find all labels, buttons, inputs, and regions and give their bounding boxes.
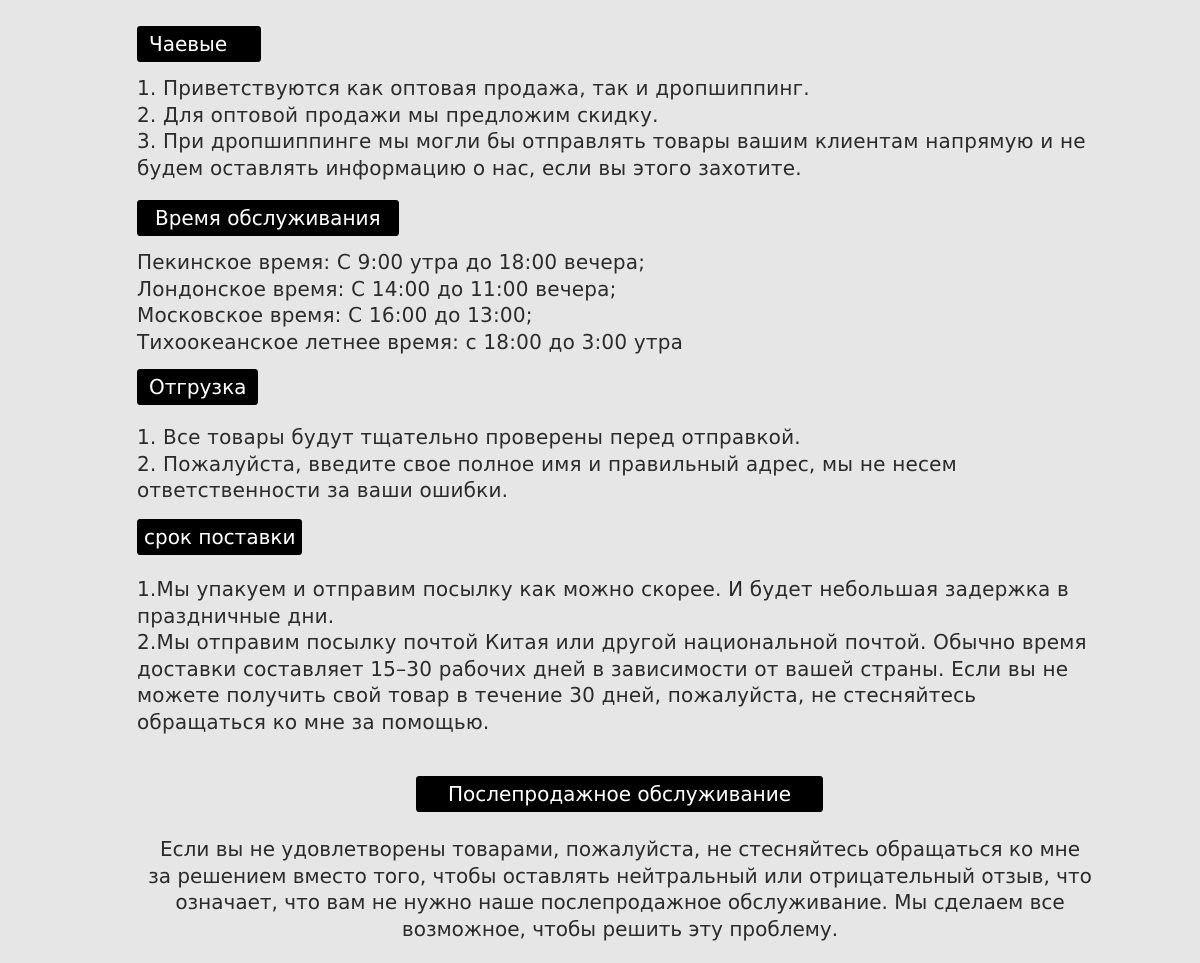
after-sales-line: Если вы не удовлетворены товарами, пожалуйста, не стесняйтесь обращаться ко мне <box>159 837 1081 861</box>
after-sales-line: за решением вместо того, чтобы оставлять нейтральный или отрицательный отзыв, что <box>148 863 1092 888</box>
shipping-line: 2. Пожалуйста, введите свое полное имя и правильный адрес, мы не несем <box>137 451 957 476</box>
delivery-text <box>137 576 1087 735</box>
service-time-line: Пекинское время: С 9:00 утра до 18:00 вечера; <box>137 250 646 274</box>
service-time-line: Лондонское время: С 14:00 до 11:00 вечера; <box>137 276 617 301</box>
shipping-line: 1. Все товары будут тщательно проверены перед отправкой. <box>137 425 801 449</box>
after-sales-line: означает, что вам не нужно наше послепродажное обслуживание. Мы сделаем все <box>175 890 1065 914</box>
after-sales-heading: Послепродажное обслуживание <box>416 776 823 812</box>
after-sales-line: возможное, чтобы решить эту проблему. <box>401 916 839 941</box>
tips-heading: Чаевые <box>137 26 261 62</box>
delivery-line: 2.Мы отправим посылку почтой Китая или другой национальной почтой. Обычно время <box>137 630 1087 654</box>
tips-line: 2. Для оптовой продажи мы предложим скидку. <box>137 102 659 127</box>
shipping-line: ответственности за ваши ошибки. <box>137 478 509 502</box>
delivery-line: праздничные дни. <box>137 603 335 628</box>
delivery-line: доставки составляет 15–30 рабочих дней в зависимости от вашей страны. Если вы не <box>137 656 1069 681</box>
shipping-text <box>137 424 957 504</box>
delivery-line: 1.Мы упакуем и отправим посылку как можно скорее. И будет небольшая задержка в <box>137 577 1070 601</box>
service-time-line: Тихоокеанское летнее время: с 18:00 до 3:00 утра <box>137 329 684 354</box>
tips-text <box>137 75 1086 181</box>
tips-line: 3. При дропшиппинге мы могли бы отправлять товары вашим клиентам напрямую и не <box>137 129 1086 153</box>
tips-line: 1. Приветствуются как оптовая продажа, так и дропшиппинг. <box>137 76 810 100</box>
tips-line: будем оставлять информацию о нас, если вы этого захотите. <box>137 155 802 180</box>
after-sales-text <box>0 836 1200 942</box>
delivery-line: обращаться ко мне за помощью. <box>137 709 490 734</box>
shipping-heading: Отгрузка <box>137 369 258 405</box>
delivery-heading: срок поставки <box>137 519 302 555</box>
delivery-line: можете получить свой товар в течение 30 дней, пожалуйста, не стесняйтесь <box>137 683 977 707</box>
service-time-heading: Время обслуживания <box>137 200 399 236</box>
service-time-line: Московское время: С 16:00 до 13:00; <box>137 303 533 327</box>
service-time-text <box>137 249 683 355</box>
